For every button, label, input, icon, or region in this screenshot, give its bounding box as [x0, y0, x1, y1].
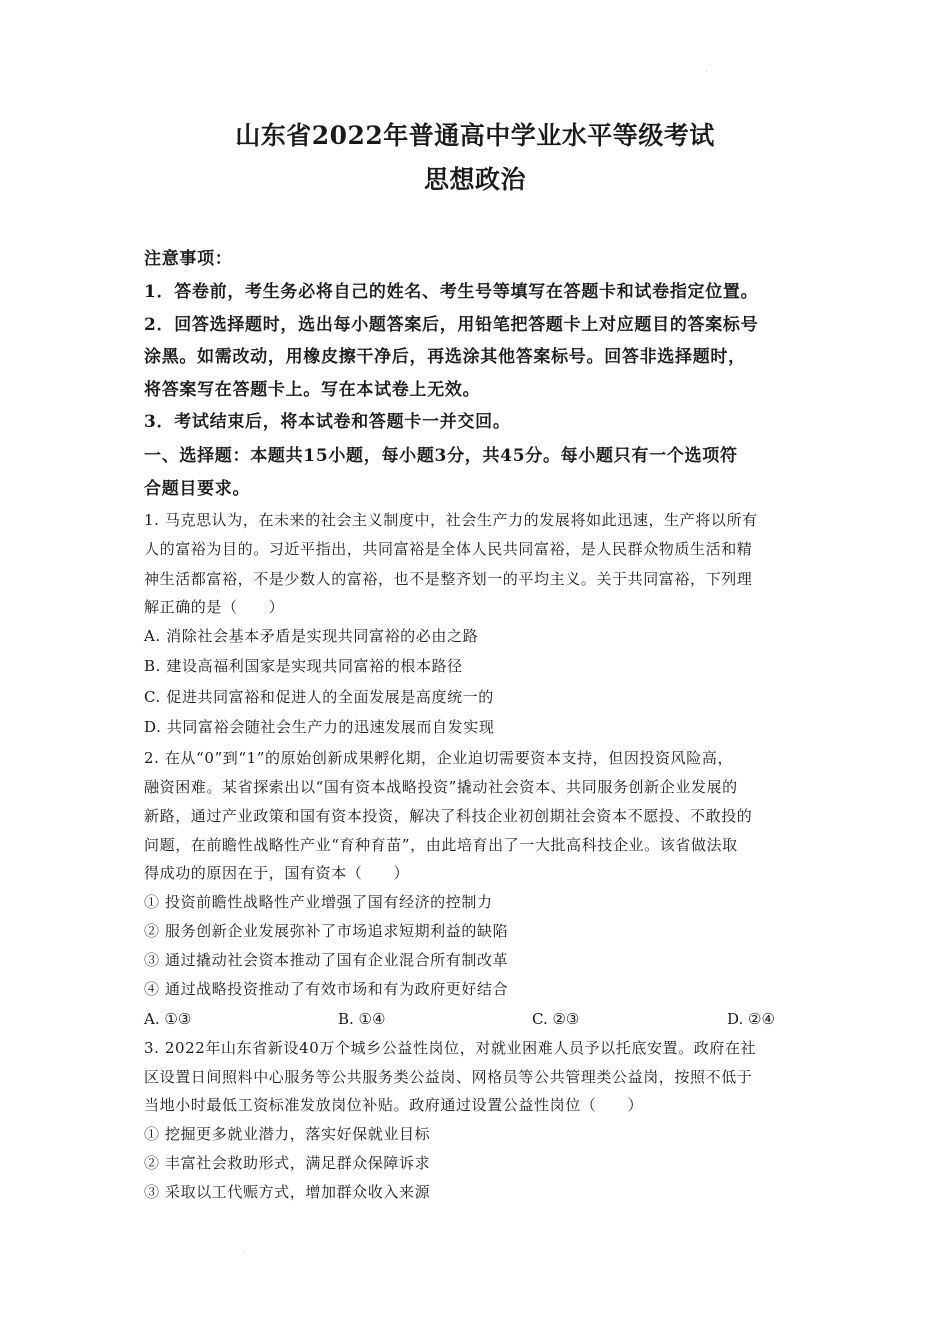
question-2-choice-d: D. ②④ — [727, 1010, 775, 1028]
section-heading: 一、选择题：本题共15小题，每小题3分，共45分。每小题只有一个选项符 — [144, 446, 738, 466]
question-3-statement: ③ 采取以工代赈方式，增加群众收入来源 — [144, 1183, 431, 1201]
section-heading: 合题目要求。 — [144, 479, 251, 499]
question-2-statement: ① 投资前瞻性战略性产业增强了国有经济的控制力 — [144, 893, 493, 911]
question-1-stem: 1. 马克思认为，在未来的社会主义制度中，社会生产力的发展将如此迅速，生产将以所有 — [144, 511, 758, 529]
question-3-statement: ② 丰富社会救助形式，满足群众保障诉求 — [144, 1154, 431, 1172]
question-3-stem: 3. 2022年山东省新设40万个城乡公益性岗位，对就业困难人员予以托底安置。政府在社 — [144, 1039, 757, 1057]
question-3-stem: 当地小时最低工资标准发放岗位补贴。政府通过设置公益性岗位（ ） — [144, 1096, 644, 1114]
question-2-stem: 2. 在从“0”到“1”的原始创新成果孵化期，企业迫切需要资本支持，但因投资风险高， — [144, 749, 734, 767]
question-3-statement: ① 挖掘更多就业潜力，落实好保就业目标 — [144, 1125, 431, 1143]
question-2-stem: 问题，在前瞻性战略性产业“育种育苗”，由此培育出了一大批高科技企业。该省做法取 — [144, 836, 738, 854]
question-1-option-b: B. 建设高福利国家是实现共同富裕的根本路径 — [144, 657, 463, 675]
notice-line: 3．考试结束后，将本试卷和答题卡一并交回。 — [144, 412, 511, 432]
question-1-option-c: C. 促进共同富裕和促进人的全面发展是高度统一的 — [144, 688, 494, 706]
question-2-statement: ③ 通过撬动社会资本推动了国有企业混合所有制改革 — [144, 951, 509, 969]
notice-heading: 注意事项： — [144, 249, 233, 269]
question-3-stem: 区设置日间照料中心服务等公共服务类公益岗、网格员等公共管理类公益岗，按照不低于 — [144, 1068, 753, 1086]
exam-title: 山东省2022年普通高中学业水平等级考试 — [235, 121, 715, 150]
question-1-option-d: D. 共同富裕会随社会生产力的迅速发展而自发实现 — [144, 718, 495, 736]
notice-line: 2．回答选择题时，选出每小题答案后，用铅笔把答题卡上对应题目的答案标号 — [144, 315, 759, 335]
subject-title: 思想政治 — [423, 165, 526, 194]
question-1-stem: 解正确的是（ ） — [144, 598, 285, 616]
notice-line: 将答案写在答题卡上。写在本试卷上无效。 — [144, 380, 481, 400]
notice-line: 1．答卷前，考生务必将自己的姓名、考生号等填写在答题卡和试卷指定位置。 — [144, 282, 759, 302]
question-2-stem: 得成功的原因在于，国有资本（ ） — [144, 864, 410, 882]
question-2-choice-b: B. ①④ — [338, 1010, 386, 1028]
question-1-stem: 人的富裕为目的。习近平指出，共同富裕是全体人民共同富裕，是人民群众物质生活和精 — [144, 540, 753, 558]
scan-dot — [243, 1251, 244, 1252]
question-1-stem: 神生活都富裕，不是少数人的富裕，也不是整齐划一的平均主义。关于共同富裕，下列理 — [144, 570, 753, 588]
question-2-choice-c: C. ②③ — [532, 1010, 580, 1028]
notice-line: 涂黑。如需改动，用橡皮擦干净后，再选涂其他答案标号。回答非选择题时， — [144, 347, 746, 367]
scan-dot — [706, 71, 707, 72]
question-2-statement: ④ 通过战略投资推动了有效市场和有为政府更好结合 — [144, 980, 509, 998]
question-2-choice-a: A. ①③ — [144, 1010, 192, 1028]
question-2-stem: 新路，通过产业政策和国有资本投资，解决了科技企业初创期社会资本不愿投、不敢投的 — [144, 807, 753, 825]
question-2-stem: 融资困难。某省探索出以“国有资本战略投资”撬动社会资本、共同服务创新企业发展的 — [144, 778, 738, 796]
question-1-option-a: A. 消除社会基本矛盾是实现共同富裕的必由之路 — [144, 627, 479, 645]
question-2-statement: ② 服务创新企业发展弥补了市场追求短期利益的缺陷 — [144, 922, 509, 940]
